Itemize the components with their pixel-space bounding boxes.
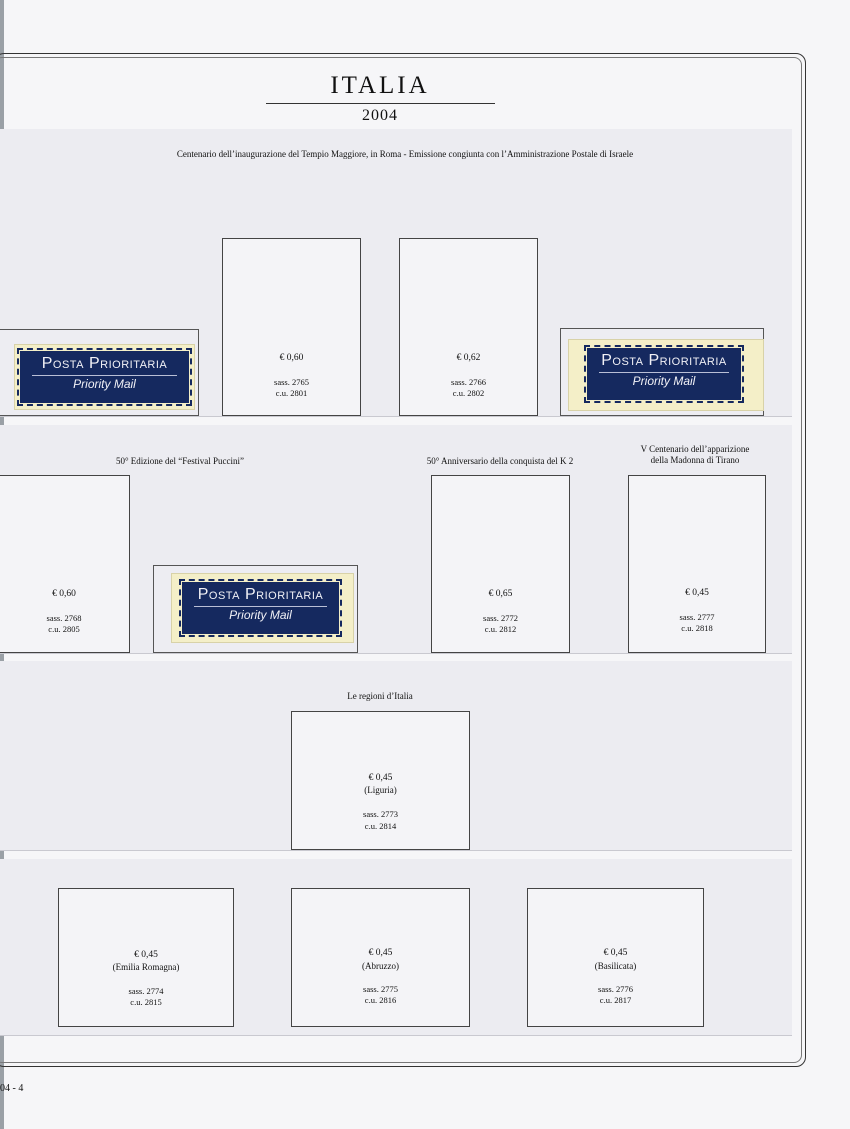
label-line1: Posta Prioritaria [197,586,324,603]
stamp-sass: sass. 2766 [451,377,486,387]
stamp-mount[interactable] [431,475,570,653]
stamp-sass: sass. 2772 [483,613,518,623]
stamp-cu: c.u. 2814 [364,821,397,831]
stamp-cu: c.u. 2817 [599,995,632,1005]
stamp-sass: sass. 2773 [363,809,398,819]
stamp-value: € 0,45 [603,948,628,958]
stamp-region: (Emilia Romagna) [112,962,180,972]
priority-mail-sticker [20,351,189,403]
stamp-sass: sass. 2775 [363,984,398,994]
stamp-sass: sass. 2774 [128,986,164,996]
stamp-mount[interactable] [291,888,470,1027]
stamp-mount[interactable] [222,238,361,416]
label-line1: Posta Prioritaria [601,352,727,369]
stamp-value: € 0,45 [368,773,393,783]
stamp-value: € 0,45 [134,950,158,960]
priority-mail-sticker [182,582,339,634]
label-line2: Priority Mail [632,374,696,388]
stamp-region: (Abruzzo) [362,961,399,971]
section-title-line: della Madonna di Tirano [650,455,740,465]
priority-label [14,344,195,410]
stamp-value: € 0,60 [52,589,76,599]
label-line2: Priority Mail [229,608,292,622]
label-line1: Posta Prioritaria [41,355,168,372]
stamp-cu: c.u. 2818 [681,623,713,633]
stamp-sass: sass. 2777 [679,612,715,622]
stamp-sass: sass. 2765 [274,377,309,387]
page-number: 04 - 4 [0,1083,24,1094]
section-title-madonna [610,444,780,466]
stamp-cu: c.u. 2812 [484,624,517,634]
stamp-mount[interactable] [399,238,538,416]
page-year: 2004 [362,107,398,124]
section-title-line: V Centenario dell’apparizione [640,444,750,454]
stamp-mount[interactable] [291,711,470,850]
stamp-cu: c.u. 2805 [48,624,80,634]
stamp-mount[interactable] [58,888,234,1027]
stamp-mount[interactable] [628,475,766,653]
priority-label [568,339,764,411]
stamp-value: € 0,60 [279,353,304,363]
label-rule [194,606,327,607]
stamp-cu: c.u. 2815 [130,997,162,1007]
title-rule [266,103,495,104]
label-line2: Priority Mail [73,377,136,391]
stamp-value: € 0,65 [488,589,513,599]
label-rule [599,372,729,373]
stamp-region: (Basilicata) [594,961,637,971]
stamp-sass: sass. 2776 [598,984,633,994]
stamp-value: € 0,62 [456,353,481,363]
priority-label [171,573,354,643]
section-title-tempio: Centenario dell’inaugurazione del Tempio Maggiore, in Roma - Emissione congiunta con l’Amministrazione Postale di Israele [176,149,634,159]
stamp-value: € 0,45 [368,948,393,958]
stamp-value: € 0,45 [685,588,709,598]
section-title-regioni: Le regioni d’Italia [347,691,413,701]
label-rule [32,375,177,376]
stamp-cu: c.u. 2801 [275,388,308,398]
stamp-mount[interactable] [0,475,130,653]
stamp-region: (Liguria) [364,785,397,795]
stamp-cu: c.u. 2802 [452,388,485,398]
section-title-puccini: 50° Edizione del “Festival Puccini” [115,456,245,466]
page-title: ITALIA [330,72,430,99]
stamp-mount[interactable] [527,888,704,1027]
stamp-sass: sass. 2768 [46,613,82,623]
priority-mail-sticker [587,348,741,400]
stamp-cu: c.u. 2816 [364,995,397,1005]
section-title-k2: 50° Anniversario della conquista del K 2 [426,456,574,466]
